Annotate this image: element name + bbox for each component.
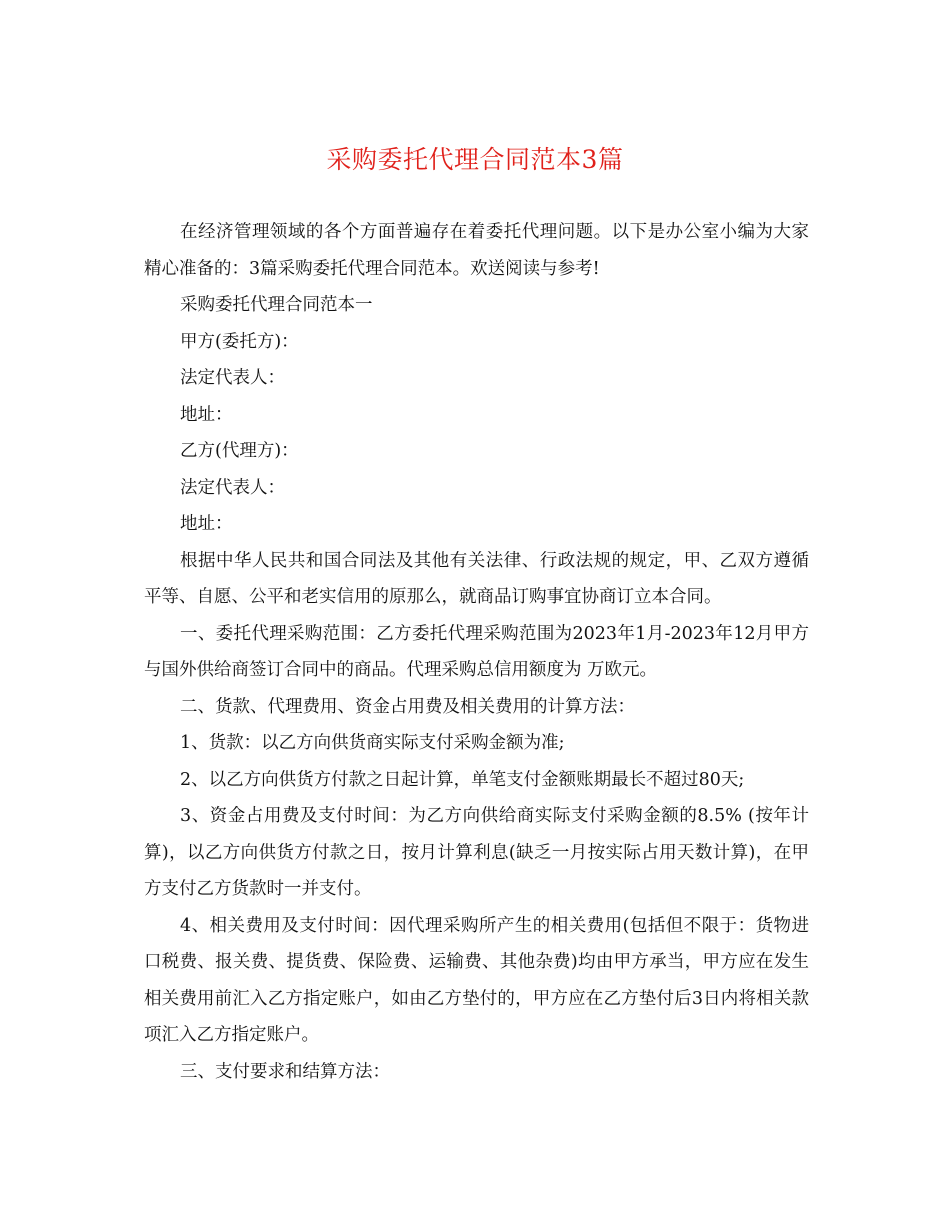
paragraph-party-a-representative: 法定代表人： — [180, 368, 285, 388]
paragraph-item-3: 3、资金占用费及支付时间：为乙方向供给商实际支付采购金额的8.5% (按年计算)，以乙方向供货方付款之日，按月计算利息(缺乏一月按实际占用天数计算)，在甲方支付乙方货款时一并支付。 — [144, 806, 809, 899]
paragraph-party-a-address: 地址： — [180, 404, 233, 425]
paragraph-section-2: 二、货款、代理费用、资金占用费及相关费用的计算方法： — [180, 696, 635, 717]
document-title: 采购委托代理合同范本3篇 — [326, 145, 624, 174]
paragraph-contract-heading: 采购委托代理合同范本一 — [180, 295, 373, 315]
paragraph-item-4: 4、相关费用及支付时间：因代理采购所产生的相关费用(包括但不限于：货物进口税费、报关费、提货费、保险费、运输费、其他杂费)均由甲方承当，甲方应在发生相关费用前汇入乙方指定账户，如由乙方垫付的，甲方应在乙方垫付后3日内将相关款项汇入乙方指定账户。 — [144, 915, 809, 1045]
paragraph-section-1: 一、委托代理采购范围：乙方委托代理采购范围为2023年1月-2023年12月甲方与国外供给商签订合同中的商品。代理采购总信用额度为 万欧元。 — [144, 623, 809, 680]
paragraph-party-a: 甲方(委托方)： — [180, 331, 299, 352]
paragraph-section-3: 三、支付要求和结算方法： — [180, 1061, 390, 1082]
paragraph-party-b-representative: 法定代表人： — [180, 477, 285, 498]
paragraph-party-b: 乙方(代理方)： — [180, 441, 299, 461]
paragraph-item-1: 1、货款：以乙方向供货商实际支付采购金额为准; — [180, 733, 565, 753]
paragraph-intro: 在经济管理领域的各个方面普遍存在着委托代理问题。以下是办公室小编为大家精心准备的：3篇采购委托代理合同范本。欢送阅读与参考! — [144, 222, 809, 279]
paragraph-party-b-address: 地址： — [180, 514, 233, 534]
paragraph-legal-basis: 根据中华人民共和国合同法及其他有关法律、行政法规的规定，甲、乙双方遵循平等、自愿、公平和老实信用的原那么，就商品订购事宜协商订立本合同。 — [144, 550, 809, 607]
document-body — [144, 214, 809, 1090]
paragraph-item-2: 2、以乙方向供货方付款之日起计算，单笔支付金额账期最长不超过80天; — [180, 769, 745, 790]
